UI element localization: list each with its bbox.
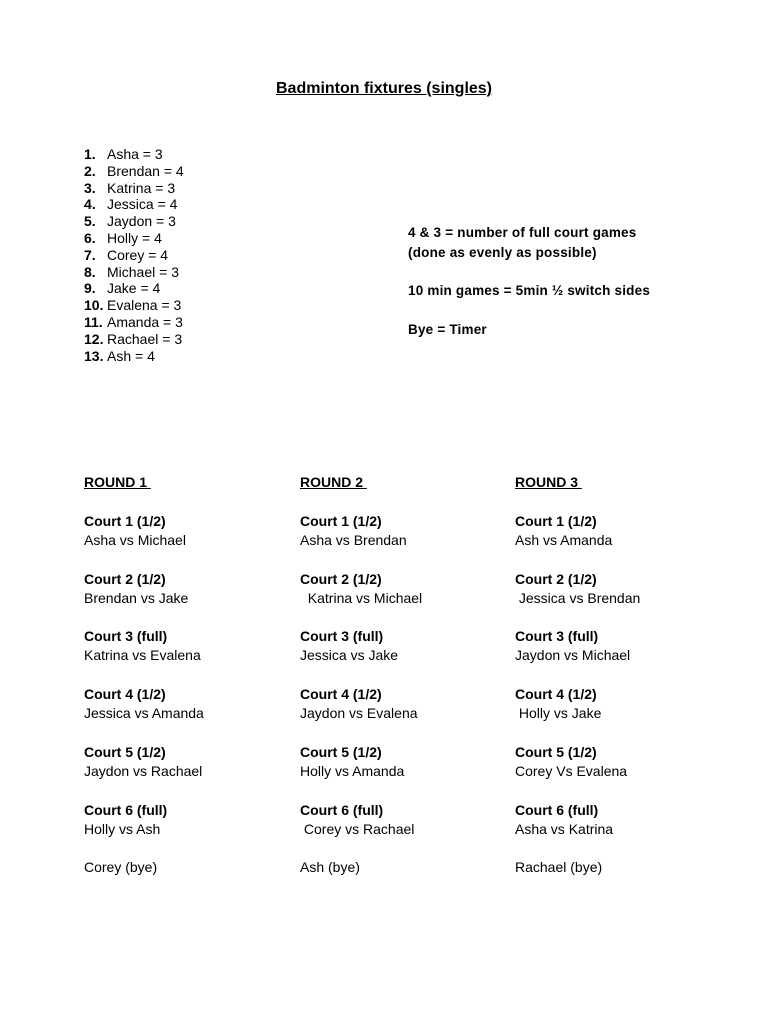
match-text: Holly vs Jake [515, 705, 602, 721]
list-item [84, 180, 184, 197]
list-number: 4. [84, 196, 96, 213]
round-3-column [515, 473, 715, 875]
court-1-fixture [515, 512, 612, 550]
player-list [84, 146, 184, 364]
player-entry: Rachael = 3 [107, 330, 183, 347]
court-3-fixture [84, 627, 201, 665]
round-2-column [300, 473, 500, 875]
match-text: Asha vs Katrina [515, 821, 614, 837]
court-4-fixture [300, 685, 418, 723]
court-label: Court 6 (full) [84, 802, 168, 818]
court-label: Court 3 (full) [300, 628, 384, 644]
court-5-fixture [84, 743, 202, 781]
list-item [84, 280, 184, 297]
player-entry: Katrina = 3 [107, 179, 176, 196]
court-label: Court 4 (1/2) [300, 686, 382, 702]
court-label: Court 5 (1/2) [84, 744, 166, 760]
court-5-fixture [515, 743, 627, 781]
rules-notes [408, 223, 650, 339]
list-item [84, 213, 184, 230]
court-label: Court 2 (1/2) [515, 571, 597, 587]
match-text: Holly vs Ash [84, 821, 161, 837]
match-text: Jaydon vs Michael [515, 647, 631, 663]
note-evenly: (done as evenly as possible) [408, 244, 597, 260]
match-text: Jessica vs Brendan [515, 590, 641, 606]
match-text: Jessica vs Jake [300, 647, 399, 663]
round-1-column [84, 473, 284, 875]
list-item [84, 163, 184, 180]
list-item [84, 314, 184, 331]
court-2-fixture [515, 570, 640, 608]
note-full-court-games: 4 & 3 = number of full court games [408, 225, 637, 240]
court-label: Court 1 (1/2) [84, 513, 166, 529]
list-item [84, 247, 184, 264]
match-text: Katrina vs Evalena [84, 647, 201, 663]
court-label: Court 4 (1/2) [84, 686, 166, 702]
court-label: Court 3 (full) [515, 628, 599, 644]
round-heading: ROUND 3 [515, 474, 582, 490]
match-text: Asha vs Brendan [300, 532, 407, 548]
list-item [84, 297, 184, 314]
note-game-length: 10 min games = 5min ½ switch sides [408, 283, 651, 298]
court-4-fixture [84, 685, 204, 723]
match-text: Corey vs Rachael [300, 821, 415, 837]
court-4-fixture [515, 685, 601, 723]
list-number: 3. [84, 179, 96, 196]
list-number: 12. [84, 330, 104, 347]
court-2-fixture [300, 570, 422, 608]
player-entry: Jaydon = 3 [107, 213, 176, 230]
list-number: 5. [84, 213, 96, 230]
court-6-fixture [515, 801, 613, 839]
match-text: Corey Vs Evalena [515, 763, 628, 779]
match-text: Holly vs Amanda [300, 763, 405, 779]
list-item [84, 348, 184, 365]
court-1-fixture [84, 512, 186, 550]
bye-player: Ash (bye) [300, 859, 360, 875]
page-title: Badminton fixtures (singles) [275, 80, 493, 97]
list-number: 8. [84, 263, 96, 280]
list-item [84, 331, 184, 348]
court-6-fixture [300, 801, 414, 839]
court-label: Court 5 (1/2) [300, 744, 382, 760]
match-text: Katrina vs Michael [300, 590, 423, 606]
match-text: Brendan vs Jake [84, 590, 189, 606]
court-1-fixture [300, 512, 407, 550]
list-item [84, 264, 184, 281]
list-item [84, 230, 184, 247]
court-5-fixture [300, 743, 404, 781]
court-label: Court 5 (1/2) [515, 744, 597, 760]
court-6-fixture [84, 801, 167, 839]
player-entry: Jake = 4 [107, 280, 161, 297]
round-heading: ROUND 2 [300, 474, 367, 490]
court-2-fixture [84, 570, 188, 608]
round-heading: ROUND 1 [84, 474, 151, 490]
list-item [84, 146, 184, 163]
player-entry: Evalena = 3 [107, 297, 182, 314]
list-number: 6. [84, 229, 96, 246]
court-label: Court 1 (1/2) [300, 513, 382, 529]
player-entry: Michael = 3 [107, 263, 179, 280]
list-number: 11. [84, 313, 103, 330]
list-number: 13. [84, 347, 104, 364]
match-text: Ash vs Amanda [515, 532, 613, 548]
court-label: Court 1 (1/2) [515, 513, 597, 529]
player-entry: Holly = 4 [107, 229, 162, 246]
list-item [84, 196, 184, 213]
list-number: 2. [84, 162, 96, 179]
match-text: Asha vs Michael [84, 532, 186, 548]
list-number: 1. [84, 146, 96, 162]
player-entry: Asha = 3 [107, 146, 163, 162]
bye-player: Rachael (bye) [515, 859, 603, 875]
player-entry: Ash = 4 [107, 347, 155, 364]
court-label: Court 2 (1/2) [84, 571, 166, 587]
player-entry: Corey = 4 [107, 246, 169, 263]
court-3-fixture [515, 627, 630, 665]
court-label: Court 4 (1/2) [515, 686, 597, 702]
match-text: Jaydon vs Evalena [300, 705, 418, 721]
match-text: Jaydon vs Rachael [84, 763, 203, 779]
court-3-fixture [300, 627, 398, 665]
note-bye: Bye = Timer [408, 321, 487, 337]
list-number: 7. [84, 246, 96, 263]
court-label: Court 3 (full) [84, 628, 168, 644]
player-entry: Brendan = 4 [107, 162, 184, 179]
match-text: Jessica vs Amanda [84, 705, 204, 721]
court-label: Court 6 (full) [515, 802, 599, 818]
list-number: 9. [84, 280, 96, 297]
player-entry: Amanda = 3 [107, 313, 183, 330]
court-label: Court 2 (1/2) [300, 571, 382, 587]
player-entry: Jessica = 4 [107, 196, 178, 213]
bye-player: Corey (bye) [84, 859, 158, 875]
court-label: Court 6 (full) [300, 802, 384, 818]
list-number: 10. [84, 297, 104, 314]
